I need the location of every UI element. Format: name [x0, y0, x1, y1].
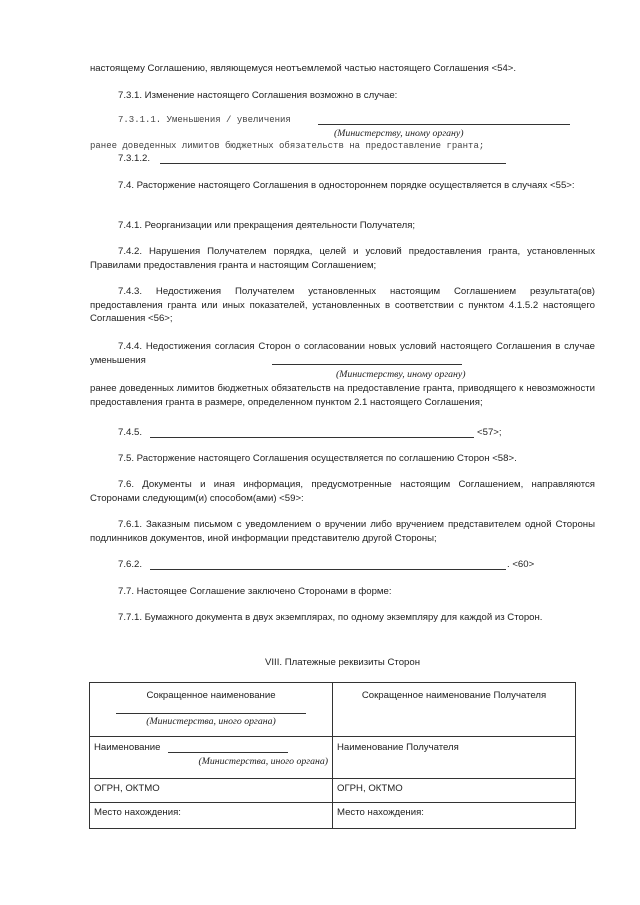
cell-label: Место нахождения:	[337, 807, 424, 818]
fill-line-note: (Министерства, иного органа)	[198, 756, 328, 767]
section-title: VIII. Платежные реквизиты Сторон	[264, 657, 421, 668]
footnote-ref: . <60>	[507, 559, 535, 570]
clause-7-4: 7.4. Расторжение настоящего Соглашения в одностороннем порядке осуществляется в случаях <55>:	[118, 180, 575, 191]
cell-label: Наименование	[94, 742, 161, 753]
clause-7-7: 7.7. Настоящее Соглашение заключено Сторонами в форме:	[118, 586, 392, 597]
table-cell	[90, 803, 333, 829]
cell-heading: Сокращенное наименование Получателя	[361, 690, 547, 701]
cell-label: ОГРН, ОКТМО	[337, 783, 403, 794]
fill-line-note: (Министерства, иного органа)	[146, 715, 276, 727]
payment-details-table	[89, 682, 576, 829]
table-row	[90, 803, 576, 829]
fill-line	[160, 163, 506, 164]
fill-line	[116, 713, 306, 714]
table-cell	[333, 683, 576, 737]
clause-7-3-1: 7.3.1. Изменение настоящего Соглашения возможно в случае:	[118, 90, 398, 101]
clause-7-4-1: 7.4.1. Реорганизации или прекращения деятельности Получателя;	[118, 220, 416, 231]
cell-label: ОГРН, ОКТМО	[94, 783, 160, 794]
clause-7-6-1: 7.6.1. Заказным письмом с уведомлением о вручении либо вручением представителем одной Стороны подлинников документов, иной информации представителю другой Стороны;	[90, 519, 595, 544]
clause-7-7-1: 7.7.1. Бумажного документа в двух экземплярах, по одному экземпляру для каждой из Сторон.	[118, 612, 543, 623]
clause-7-6-2: 7.6.2.	[118, 559, 143, 570]
fill-line	[150, 437, 474, 438]
clause-7-3-1-1-continuation: ранее доведенных лимитов бюджетных обязательств на предоставление гранта;	[90, 141, 485, 151]
fill-line-note: (Министерству, иному органу)	[336, 369, 466, 380]
table-cell	[90, 683, 333, 737]
fill-line	[318, 124, 570, 125]
clause-7-4-3: 7.4.3. Недостижения Получателем установленных настоящим Соглашением результата(ов) предоставления гранта или иных показателей, установленных в соответствии с пунктом 4.1.5.2 настоящего Соглашения <56>;	[90, 286, 595, 325]
table-cell	[90, 779, 333, 803]
clause-7-4-4-continuation: ранее доведенных лимитов бюджетных обязательств на предоставление гранта, приводящего к невозможности предоставления гранта в размере, определенном пунктом 2.1 настоящего Соглашения;	[90, 383, 595, 408]
table-cell	[90, 737, 333, 779]
clause-7-4-4: 7.4.4. Недостижения согласия Сторон о согласовании новых условий настоящего Соглашения в случае уменьшения	[90, 341, 595, 366]
footnote-ref: <57>;	[477, 427, 502, 438]
fill-line	[272, 364, 462, 365]
table-cell	[333, 779, 576, 803]
clause-7-5: 7.5. Расторжение настоящего Соглашения осуществляется по соглашению Сторон <58>.	[118, 453, 517, 464]
clause-7-3-1-1: 7.3.1.1. Уменьшения / увеличения	[118, 115, 291, 125]
fill-line-note: (Министерству, иному органу)	[334, 128, 464, 139]
table-cell	[333, 803, 576, 829]
clause-7-4-5: 7.4.5.	[118, 427, 143, 438]
cell-label: Место нахождения:	[94, 807, 181, 818]
fill-line	[168, 752, 288, 753]
cell-label: Наименование Получателя	[337, 742, 459, 753]
clause-7-3-1-2: 7.3.1.2.	[118, 153, 151, 164]
clause-7-6: 7.6. Документы и иная информация, предусмотренные настоящим Соглашением, направляются Сторонами следующим(и) способом(ами) <59>:	[90, 479, 595, 504]
table-row	[90, 737, 576, 779]
table-cell	[333, 737, 576, 779]
table-row	[90, 779, 576, 803]
clause-7-4-2: 7.4.2. Нарушения Получателем порядка, целей и условий предоставления гранта, установленных Правилами предоставления гранта и настоящим Соглашением;	[90, 246, 595, 271]
fill-line	[150, 569, 506, 570]
table-row	[90, 683, 576, 737]
paragraph-continuation: настоящему Соглашению, являющемуся неотъемлемой частью настоящего Соглашения <54>.	[90, 63, 517, 74]
cell-heading: Сокращенное наименование	[146, 690, 276, 701]
